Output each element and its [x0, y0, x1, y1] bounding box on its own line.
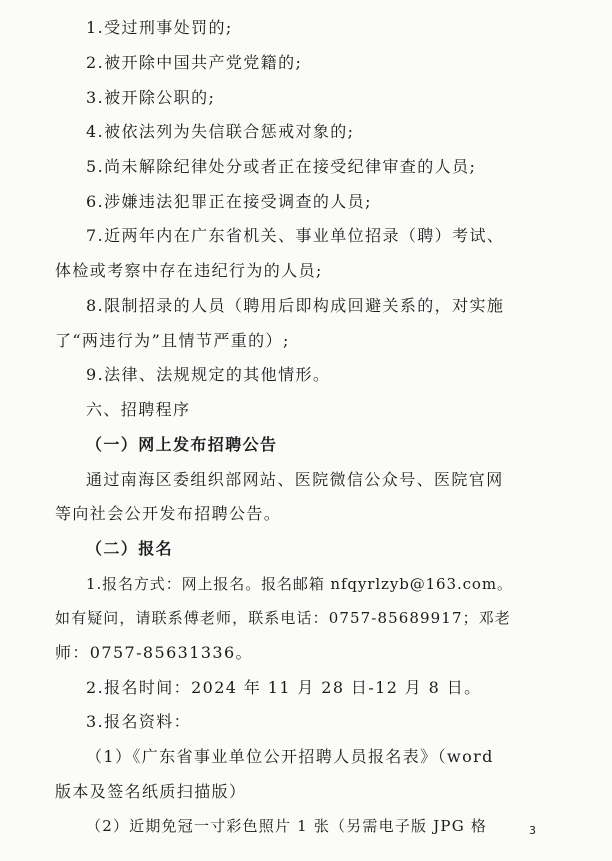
- item-5: 5.尚未解除纪律处分或者正在接受纪律审查的人员;: [86, 157, 477, 176]
- section-6-heading: 六、招聘程序: [86, 400, 191, 419]
- material-2-line-1: （2）近期免冠一寸彩色照片 1 张（另需电子版 JPG 格: [86, 817, 488, 835]
- registration-time: 2.报名时间：2024 年 11 月 28 日-12 月 8 日。: [86, 678, 482, 697]
- material-1-line-2: 版本及签名纸质扫描版）: [55, 782, 247, 801]
- registration-method-line-1: 1.报名方式：网上报名。报名邮箱 nfqyrlzyb@163.com。: [86, 575, 513, 593]
- page-number: 3: [529, 824, 536, 837]
- item-1: 1.受过刑事处罚的;: [86, 18, 233, 37]
- item-4: 4.被依法列为失信联合惩戒对象的;: [86, 122, 355, 141]
- registration-method-line-3: 师：0757-85631336。: [55, 643, 253, 662]
- material-1-line-1: （1）《广东省事业单位公开招聘人员报名表》（word: [86, 747, 494, 766]
- item-2: 2.被开除中国共产党党籍的;: [86, 53, 303, 72]
- item-3: 3.被开除公职的;: [86, 88, 216, 107]
- item-8-line-1: 8.限制招录的人员（聘用后即构成回避关系的，对实施: [86, 296, 505, 315]
- subsection-1-para-line-2: 等向社会公开发布招聘公告。: [55, 504, 282, 523]
- item-7-line-2: 体检或考察中存在违纪行为的人员;: [55, 261, 323, 280]
- item-9: 9.法律、法规规定的其他情形。: [86, 365, 331, 384]
- subsection-1-heading: （一）网上发布招聘公告: [86, 435, 278, 454]
- registration-method-line-2: 如有疑问，请联系傅老师，联系电话：0757-85689917；邓老: [55, 609, 511, 627]
- item-7-line-1: 7.近两年内在广东省机关、事业单位招录（聘）考试、: [86, 226, 505, 245]
- item-6: 6.涉嫌违法犯罪正在接受调查的人员;: [86, 192, 372, 211]
- subsection-2-heading: （二）报名: [86, 539, 174, 558]
- item-8-line-2: 了“两违行为”且情节严重的）;: [55, 331, 290, 350]
- registration-materials-heading: 3.报名资料：: [86, 712, 192, 731]
- subsection-1-para-line-1: 通过南海区委组织部网站、医院微信公众号、医院官网: [86, 470, 504, 489]
